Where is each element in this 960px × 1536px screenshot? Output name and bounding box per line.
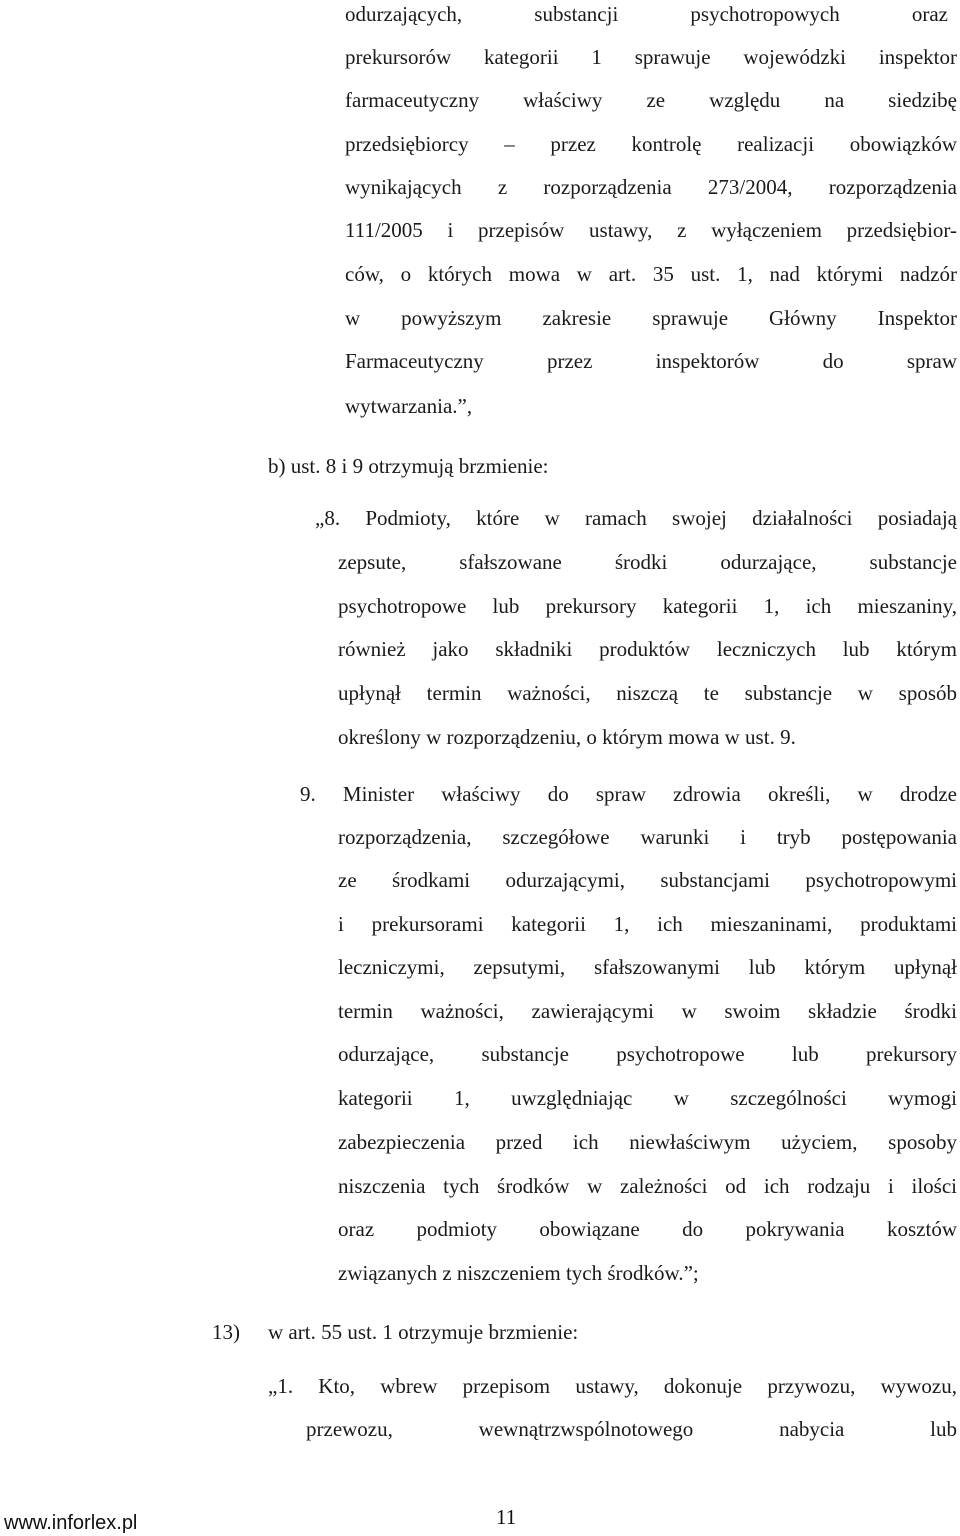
text-line: 9. Minister właściwy do spraw zdrowia określi, w drodze: [300, 782, 957, 806]
text-line: również jako składniki produktów leczniczych lub którym: [338, 637, 957, 661]
item-number: 13): [212, 1320, 240, 1344]
page-number: 11: [496, 1505, 517, 1529]
item-b: b) ust. 8 i 9 otrzymują brzmienie:: [268, 454, 549, 478]
text-line: oraz podmioty obowiązane do pokrywania kosztów: [338, 1217, 957, 1241]
text-line: i prekursorami kategorii 1, ich mieszaninami, produktami: [338, 912, 957, 936]
text-line: wynikających z rozporządzenia 273/2004, rozporządzenia: [345, 175, 957, 199]
text-line: w powyższym zakresie sprawuje Główny Inspektor: [345, 306, 957, 330]
text-line: farmaceutyczny właściwy ze względu na siedzibę: [345, 88, 957, 112]
text-line: odurzające, substancje psychotropowe lub prekursory: [338, 1042, 957, 1066]
text-line: przewozu, wewnątrzwspólnotowego nabycia lub: [306, 1417, 957, 1441]
text-line: związanych z niszczeniem tych środków.”;: [338, 1261, 699, 1285]
text-line: termin ważności, zawierającymi w swoim składzie środki: [338, 999, 957, 1023]
text-line: prekursorów kategorii 1 sprawuje wojewódzki inspektor: [345, 45, 957, 69]
footer-website: www.inforlex.pl: [4, 1512, 138, 1534]
text-line: leczniczymi, zepsutymi, sfałszowanymi lub którym upłynął: [338, 955, 957, 979]
text-line: określony w rozporządzeniu, o którym mowa w ust. 9.: [338, 725, 796, 749]
text-line: 111/2005 i przepisów ustawy, z wyłączeniem przedsiębior-: [345, 218, 957, 242]
text-line: psychotropowe lub prekursory kategorii 1, ich mieszaniny,: [338, 594, 957, 618]
text-line: kategorii 1, uwzględniając w szczególności wymogi: [338, 1086, 957, 1110]
text-line: zabezpieczenia przed ich niewłaściwym użyciem, sposoby: [338, 1130, 957, 1154]
text-line: przedsiębiorcy – przez kontrolę realizacji obowiązków: [345, 132, 957, 156]
text-line: niszczenia tych środków w zależności od ich rodzaju i ilości: [338, 1174, 957, 1198]
text-line: odurzających, substancji psychotropowych oraz: [345, 2, 948, 26]
text-line: „8. Podmioty, które w ramach swojej działalności posiadają: [315, 506, 957, 530]
text-line: wytwarzania.”,: [345, 394, 473, 418]
text-line: Farmaceutyczny przez inspektorów do spraw: [345, 349, 957, 373]
text-line: rozporządzenia, szczegółowe warunki i tryb postępowania: [338, 825, 957, 849]
text-line: zepsute, sfałszowane środki odurzające, substancje: [338, 550, 957, 574]
text-line: ze środkami odurzającymi, substancjami psychotropowymi: [338, 868, 957, 892]
item-text: w art. 55 ust. 1 otrzymuje brzmienie:: [268, 1320, 579, 1344]
text-line: „1. Kto, wbrew przepisom ustawy, dokonuje przywozu, wywozu,: [268, 1374, 957, 1398]
text-line: upłynął termin ważności, niszczą te substancje w sposób: [338, 681, 957, 705]
text-line: ców, o których mowa w art. 35 ust. 1, nad którymi nadzór: [345, 262, 957, 286]
